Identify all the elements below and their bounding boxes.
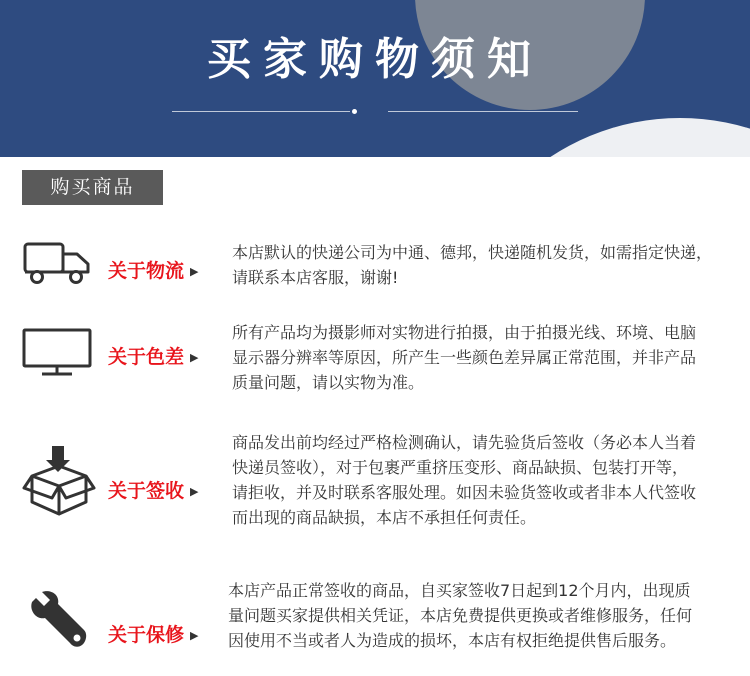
color-text: 所有产品均为摄影师对实物进行拍摄，由于拍摄光线、环境、电脑显示器分辨率等原因，所产生一些颜色差异属正常范围，并非产品质量问题，请以实物为准。 xyxy=(232,323,697,392)
info-row-logistics xyxy=(0,232,750,302)
monitor-icon xyxy=(22,328,94,382)
color-title xyxy=(108,342,198,369)
banner-decor-light-arc xyxy=(445,118,750,157)
warranty-title xyxy=(108,620,198,647)
header-banner xyxy=(0,0,750,157)
logistics-text: 本店默认的快递公司为中通、德邦，快递随机发货，如需指定快递，请联系本店客服，谢谢! xyxy=(232,243,713,287)
info-row-warranty xyxy=(0,578,750,676)
triangle-right-icon: ▶ xyxy=(190,351,199,364)
triangle-right-icon: ▶ xyxy=(190,629,199,642)
truck-icon xyxy=(22,240,94,290)
logistics-title xyxy=(108,256,198,283)
warranty-text: 本店产品正常签收的商品，自买家签收7日起到12个月内，出现质量问题买家提供相关凭证，本店免费提供更换或者维修服务，任何因使用不当或者人为造成的损坏，本店有权拒绝提供售后服务。 xyxy=(228,581,693,650)
info-row-signing xyxy=(0,428,750,552)
color-title-text: 关于色差 xyxy=(108,346,185,368)
triangle-right-icon: ▶ xyxy=(190,485,199,498)
page-title: 买家购物须知 xyxy=(207,34,543,85)
banner-divider-left xyxy=(172,111,350,112)
wrench-icon xyxy=(30,590,90,656)
signing-text: 商品发出前均经过严格检测确认，请先验货后签收（务必本人当着快递员签收），对于包裹严重挤压变形、商品缺损、包装打开等，请拒收，并及时联系客服处理。如因未验货签收或者非本人代签收而出现的商品缺损，本店不承担任何责任。 xyxy=(232,433,697,527)
triangle-right-icon: ▶ xyxy=(190,265,199,278)
signing-title xyxy=(108,476,198,503)
banner-divider-right xyxy=(388,111,578,112)
banner-divider-dot xyxy=(352,109,357,114)
package-box-icon xyxy=(22,444,96,522)
warranty-title-text: 关于保修 xyxy=(108,624,185,646)
signing-title-text: 关于签收 xyxy=(108,480,185,502)
info-row-color xyxy=(0,316,750,406)
logistics-title-text: 关于物流 xyxy=(108,260,185,282)
section-label: 购买商品 xyxy=(22,170,163,205)
